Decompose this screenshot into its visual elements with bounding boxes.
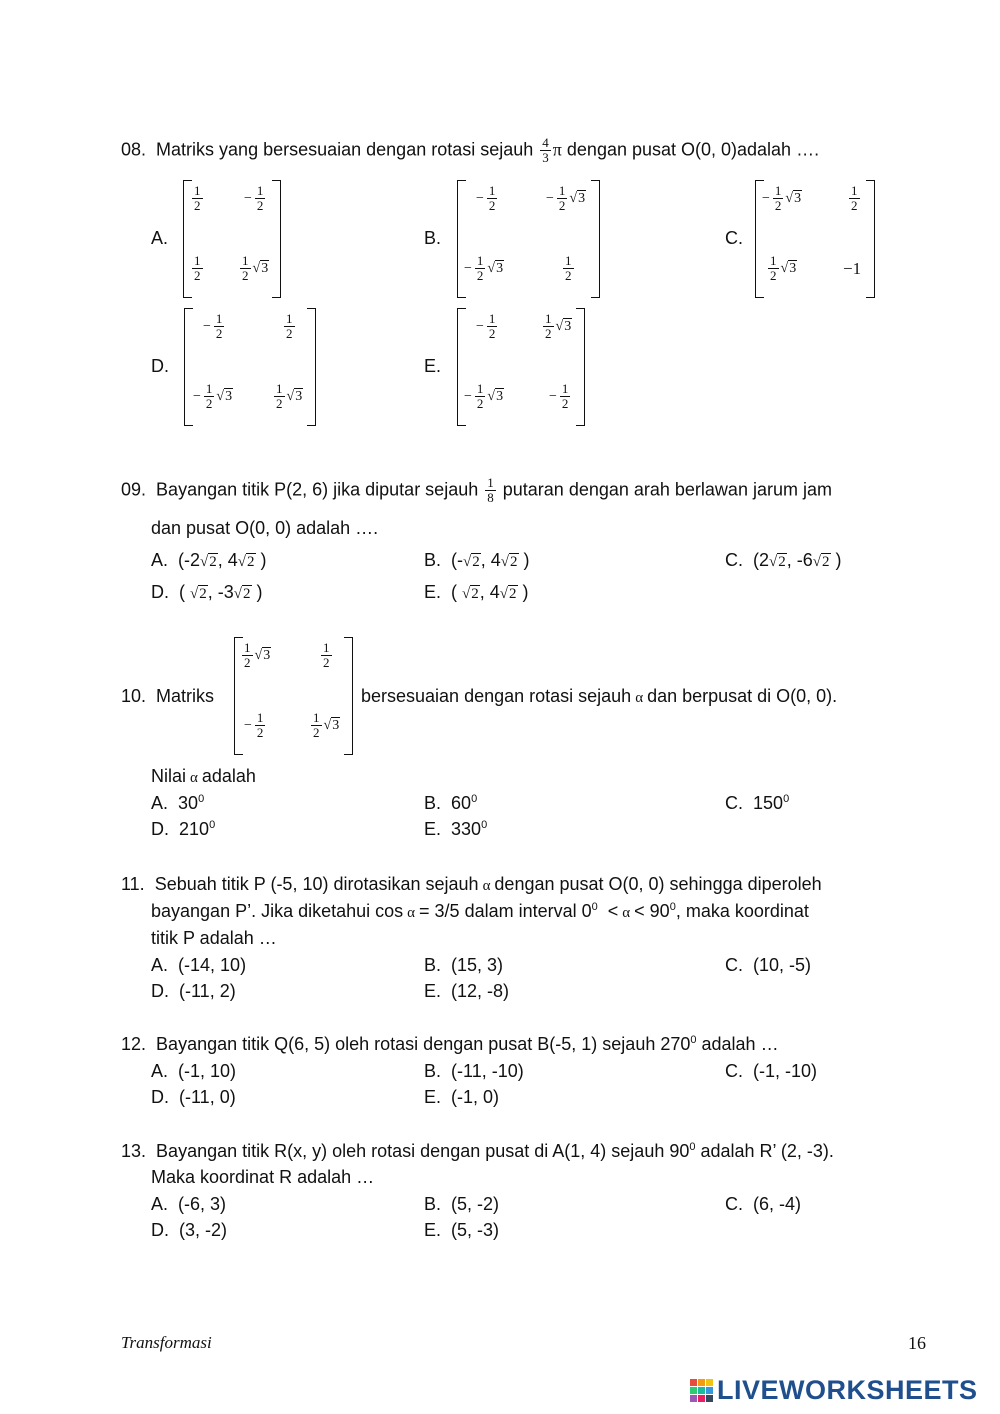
matrix-cell: $\frac{1}{2}$ bbox=[194, 183, 201, 213]
q12-option-c[interactable]: C. (-1, -10) bbox=[725, 1061, 818, 1081]
matrix-cell: − $\frac{1}{2}$ √3 bbox=[546, 183, 586, 213]
matrix-cell: $\frac{1}{2}$ bbox=[851, 183, 858, 213]
q13-option-a[interactable]: A. (-6, 3) bbox=[151, 1194, 227, 1214]
q12-option-d[interactable]: D. (-11, 0) bbox=[151, 1087, 236, 1107]
q08-pi: π bbox=[552, 139, 562, 160]
matrix-cell: − $\frac{1}{2}$ bbox=[244, 710, 264, 740]
q09-line-2: dan pusat O(0, 0) adalah …. bbox=[151, 518, 379, 538]
matrix-cell: $\frac{1}{2}$ √3 bbox=[276, 381, 303, 411]
q10-line-2: Nilai α adalah bbox=[151, 766, 256, 786]
matrix-cell: − $\frac{1}{2}$ bbox=[203, 311, 223, 341]
matrix-cell: − $\frac{1}{2}$ √3 bbox=[762, 183, 802, 213]
q11-option-b[interactable]: B. (15, 3) bbox=[424, 955, 504, 975]
footer-title: Transformasi bbox=[121, 1333, 212, 1352]
q08-fraction: $\frac{4}{3}$ bbox=[542, 135, 549, 165]
q11-line-2: bayangan P’. Jika diketahui cos α = 3/5 dalam interval $0^0 < \alpha < 90^0$, maka koordinat bbox=[151, 901, 809, 921]
q12-line-1: 12. Bayangan titik Q(6, 5) oleh rotasi dengan pusat B(-5, 1) sejauh $270^0$ adalah … bbox=[121, 1034, 779, 1054]
q11-line-3: titik P adalah … bbox=[151, 928, 277, 948]
q10-option-d[interactable]: D. $210^0$ bbox=[151, 819, 216, 839]
logo-text: LIVEWORKSHEETS bbox=[717, 1375, 978, 1405]
q08-option-b-label[interactable]: B. bbox=[424, 228, 442, 248]
q08-text-start: Matriks yang bersesuaian dengan rotasi sejauh bbox=[156, 139, 534, 160]
q09-option-a[interactable]: A. (-2√2, 4√2 ) bbox=[151, 550, 267, 570]
bracket-left bbox=[184, 308, 193, 426]
bracket-right bbox=[344, 637, 353, 755]
q09-option-c[interactable]: C. (2√2, -6√2 ) bbox=[725, 550, 842, 570]
matrix-cell: $\frac{1}{2}$ bbox=[286, 311, 293, 341]
q11-option-e[interactable]: E. (12, -8) bbox=[424, 981, 510, 1001]
bracket-right bbox=[591, 180, 600, 298]
q10-option-a[interactable]: A. $30^0$ bbox=[151, 793, 205, 813]
q09-text-end: putaran dengan arah berlawan jarum jam bbox=[502, 479, 832, 500]
q12-option-a[interactable]: A. (-1, 10) bbox=[151, 1061, 237, 1081]
bracket-right bbox=[576, 308, 585, 426]
bracket-left bbox=[183, 180, 192, 298]
q12-option-e[interactable]: E. (-1, 0) bbox=[424, 1087, 500, 1107]
matrix-cell: − $\frac{1}{2}$ bbox=[549, 381, 569, 411]
q13-option-c[interactable]: C. (6, -4) bbox=[725, 1194, 802, 1214]
q09-fraction: $\frac{1}{8}$ bbox=[487, 475, 494, 505]
matrix-cell: $\frac{1}{2}$ bbox=[565, 253, 572, 283]
q12-number: 12. bbox=[121, 1034, 147, 1054]
matrix-cell: $\frac{1}{2}$ bbox=[323, 640, 330, 670]
matrix-cell: $\frac{1}{2}$ bbox=[194, 253, 201, 283]
matrix-cell: − $\frac{1}{2}$ bbox=[476, 311, 496, 341]
q13-line-2: Maka koordinat R adalah … bbox=[151, 1167, 375, 1187]
matrix-cell: $\frac{1}{2}$ √3 bbox=[770, 253, 797, 283]
matrix-cell: − $\frac{1}{2}$ √3 bbox=[464, 253, 504, 283]
matrix-cell: $\frac{1}{2}$ √3 bbox=[242, 253, 269, 283]
q08-number: 08. bbox=[121, 139, 147, 160]
logo-grid-icon bbox=[690, 1379, 713, 1402]
bracket-right bbox=[272, 180, 281, 298]
q11-option-c[interactable]: C. (10, -5) bbox=[725, 955, 812, 975]
q10-option-c[interactable]: C. $150^0$ bbox=[725, 793, 790, 813]
q08-option-d-label[interactable]: D. bbox=[151, 356, 169, 376]
q09-option-b[interactable]: B. (-√2, 4√2 ) bbox=[424, 550, 530, 570]
q11-option-a[interactable]: A. (-14, 10) bbox=[151, 955, 247, 975]
bracket-right bbox=[866, 180, 875, 298]
matrix-cell: −1 bbox=[843, 259, 862, 278]
q13-number: 13. bbox=[121, 1141, 147, 1161]
q13-option-b[interactable]: B. (5, -2) bbox=[424, 1194, 500, 1214]
logo-square bbox=[690, 1379, 697, 1386]
page-number: 16 bbox=[908, 1333, 926, 1353]
logo-square bbox=[706, 1379, 713, 1386]
q13-option-e[interactable]: E. (5, -3) bbox=[424, 1220, 500, 1240]
logo-square bbox=[706, 1395, 713, 1402]
q10-line-1-end: bersesuaian dengan rotasi sejauh α dan berpusat di O(0, 0). bbox=[361, 686, 838, 706]
q09-text-start: Bayangan titik P(2, 6) jika diputar sejauh bbox=[156, 479, 479, 500]
logo-square bbox=[698, 1395, 705, 1402]
matrix-cell: − $\frac{1}{2}$ √3 bbox=[193, 381, 233, 411]
matrix-cell: − $\frac{1}{2}$ bbox=[244, 183, 264, 213]
q10-line-1-start: 10. Matriks bbox=[121, 686, 215, 706]
matrix-cell: $\frac{1}{2}$ √3 bbox=[313, 710, 340, 740]
q08-option-e-label[interactable]: E. bbox=[424, 356, 442, 376]
bracket-right bbox=[307, 308, 316, 426]
q10-option-e[interactable]: E. $330^0$ bbox=[424, 819, 488, 839]
logo-square bbox=[706, 1387, 713, 1394]
matrix-cell: − $\frac{1}{2}$ √3 bbox=[464, 381, 504, 411]
q08-line bbox=[121, 136, 819, 165]
q11-option-d[interactable]: D. (-11, 2) bbox=[151, 981, 236, 1001]
logo-square bbox=[690, 1387, 697, 1394]
matrix-cell: $\frac{1}{2}$ √3 bbox=[244, 640, 271, 670]
logo-square bbox=[698, 1387, 705, 1394]
q09-option-e[interactable]: E. ( √2, 4√2 ) bbox=[424, 582, 529, 602]
logo-square bbox=[690, 1395, 697, 1402]
q09-line-1 bbox=[121, 476, 832, 505]
q08-option-a-label[interactable]: A. bbox=[151, 228, 169, 248]
q13-option-d[interactable]: D. (3, -2) bbox=[151, 1220, 228, 1240]
liveworksheets-logo[interactable] bbox=[690, 1375, 978, 1406]
q11-number: 11. bbox=[121, 874, 145, 894]
q08-text-end: dengan pusat O(0, 0)adalah …. bbox=[566, 139, 820, 160]
q11-line-1: 11. Sebuah titik P (-5, 10) dirotasikan sejauh α dengan pusat O(0, 0) sehingga diperoleh bbox=[121, 874, 822, 894]
logo-square bbox=[698, 1379, 705, 1386]
q08-option-c-label[interactable]: C. bbox=[725, 228, 743, 248]
q09-number: 09. bbox=[121, 479, 147, 500]
q10-option-b[interactable]: B. $60^0$ bbox=[424, 793, 478, 813]
q12-option-b[interactable]: B. (-11, -10) bbox=[424, 1061, 524, 1081]
q10-number: 10. bbox=[121, 686, 147, 706]
q09-option-d[interactable]: D. ( √2, -3√2 ) bbox=[151, 582, 263, 602]
matrix-cell: $\frac{1}{2}$ √3 bbox=[545, 311, 572, 341]
matrix-cell: − $\frac{1}{2}$ bbox=[476, 183, 496, 213]
q13-line-1: 13. Bayangan titik R(x, y) oleh rotasi dengan pusat di A(1, 4) sejauh $90^0$ adalah R’ (2, -3). bbox=[121, 1141, 834, 1161]
